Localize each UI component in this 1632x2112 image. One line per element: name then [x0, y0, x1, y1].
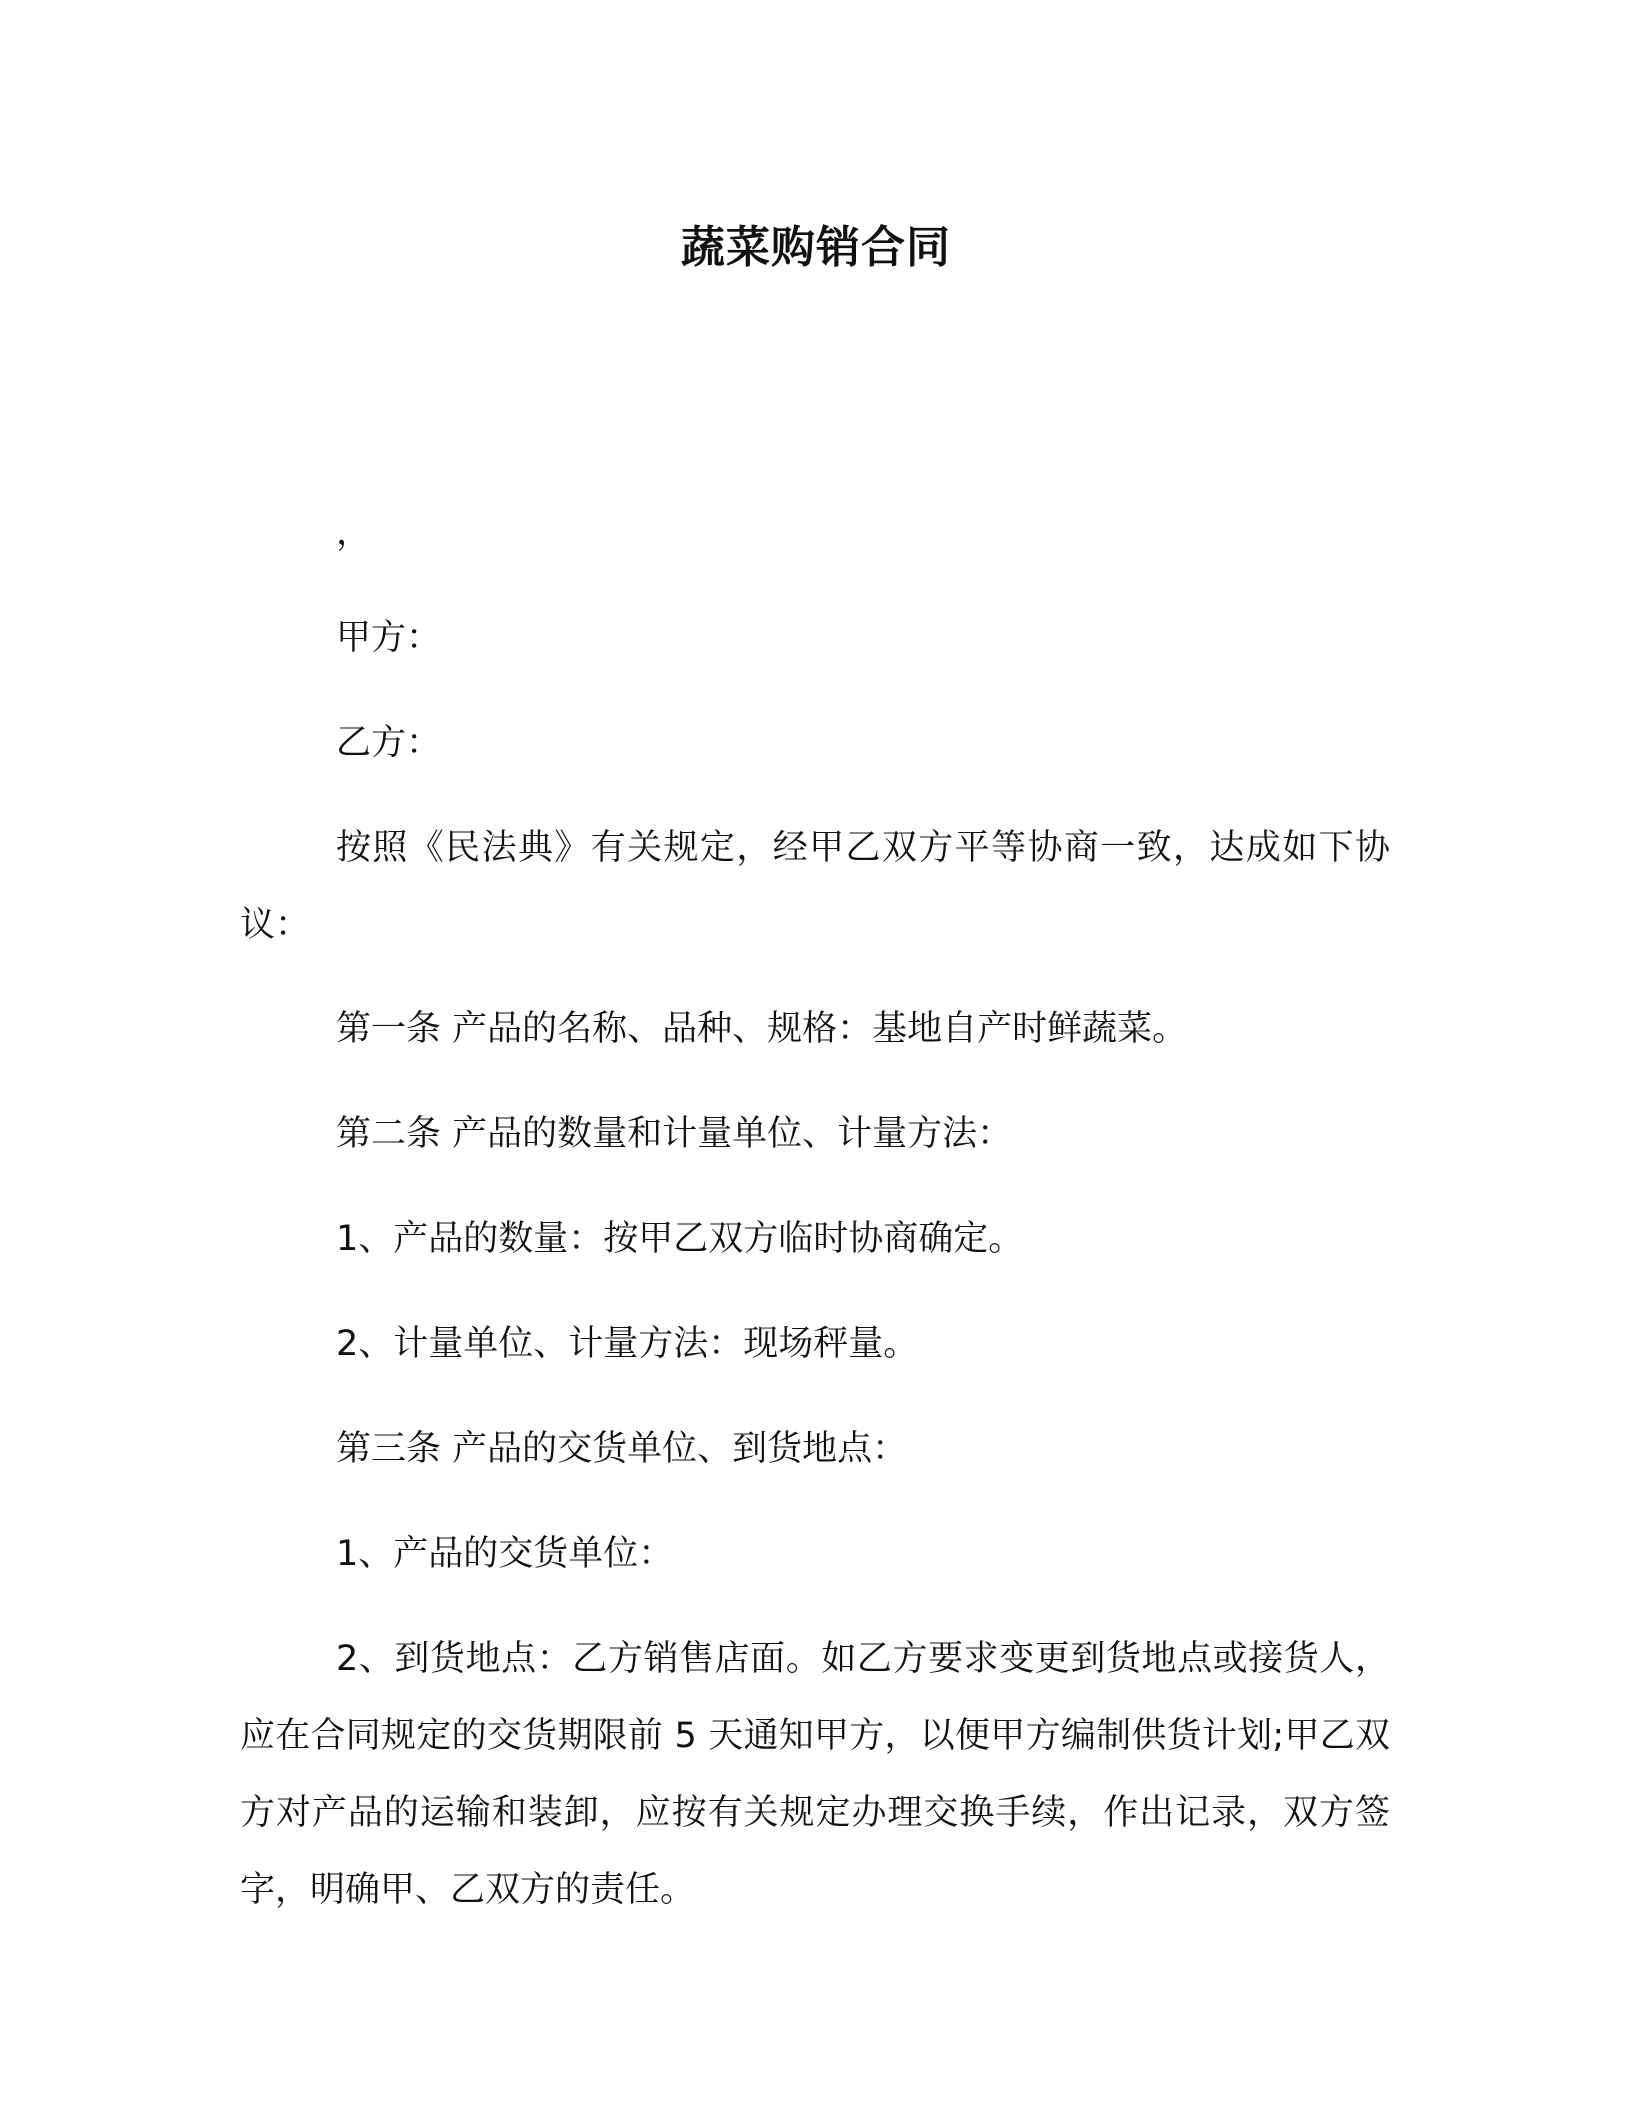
paragraph-article-2-item-2: 2、计量单位、计量方法：现场秤量。	[336, 1324, 919, 1364]
paragraph-party-b: 乙方：	[336, 723, 442, 763]
paragraph-article-1: 第一条 产品的名称、品种、规格：基地自产时鲜蔬菜。	[336, 1009, 1188, 1049]
paragraph-comma: ，	[336, 513, 372, 553]
paragraph-party-a: 甲方：	[336, 618, 442, 658]
paragraph-article-3: 第三条 产品的交货单位、到货地点：	[336, 1429, 908, 1469]
document-body	[240, 495, 1390, 1956]
paragraph-article-3-item-1: 1、产品的交货单位：	[336, 1534, 674, 1574]
document-title: 蔬菜购销合同	[681, 222, 951, 273]
paragraph-article-3-item-2: 2、到货地点：乙方销售店面。如乙方要求变更到货地点或接货人，应在合同规定的交货期限前 5 天通知甲方，以便甲方编制供货计划;甲乙双方对产品的运输和装卸，应按有关规定办理交换手续，作出记录，双方签字，明确甲、乙双方的责任。	[240, 1639, 1390, 1910]
paragraph-article-2-item-1: 1、产品的数量：按甲乙双方临时协商确定。	[336, 1219, 1024, 1259]
paragraph-preamble: 按照《民法典》有关规定，经甲乙双方平等协商一致，达成如下协议：	[240, 828, 1390, 945]
paragraph-article-2: 第二条 产品的数量和计量单位、计量方法：	[336, 1114, 1013, 1154]
